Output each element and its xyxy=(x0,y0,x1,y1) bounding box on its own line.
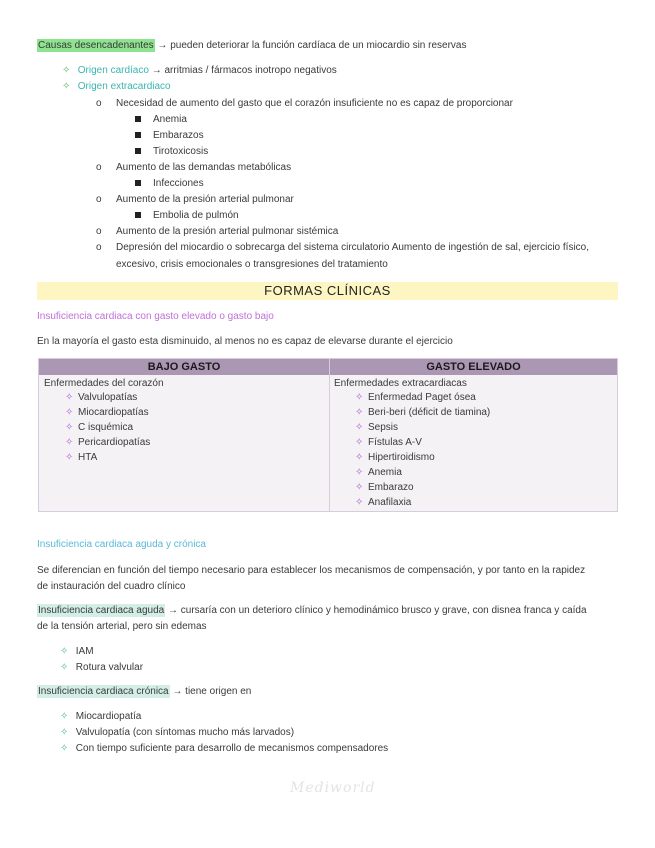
origin-cardiac-label: Origen cardíaco xyxy=(77,65,149,76)
table-cell: Hipertiroidismo xyxy=(368,452,435,463)
table-cell-title: Enfermedades extracardiacas xyxy=(334,378,467,389)
table-cell: Fístulas A-V xyxy=(368,437,422,448)
table-cell: HTA xyxy=(78,452,98,463)
origin-extracardiac xyxy=(62,80,171,94)
aguda-highlight: Insuficiencia cardiaca aguda xyxy=(38,605,165,616)
diamond-bullet-icon: ✧ xyxy=(60,646,69,657)
intro-text: pueden deteriorar la función cardíaca de un miocardio sin reservas xyxy=(167,40,467,51)
list-item xyxy=(60,726,294,740)
table-row xyxy=(65,391,137,405)
circle-bullet-icon: o xyxy=(96,162,102,173)
diamond-bullet-icon: ✧ xyxy=(355,482,364,493)
list-item xyxy=(60,661,143,675)
origin-cardiac-text: arritmias / fármacos inotropo negativos xyxy=(161,65,337,76)
diamond-bullet-icon: ✧ xyxy=(60,662,69,673)
diamond-bullet-icon: ✧ xyxy=(60,727,69,738)
table-cell: Anafilaxia xyxy=(368,497,412,508)
list-item-text: Tirotoxicosis xyxy=(153,146,209,157)
list-item xyxy=(96,225,338,239)
cronica-line xyxy=(37,685,251,699)
list-item-text: Aumento de la presión arterial pulmonar sistémica xyxy=(116,226,339,237)
list-item xyxy=(135,129,204,143)
diamond-bullet-icon: ✧ xyxy=(62,65,71,76)
list-item-text: Necesidad de aumento del gasto que el corazón insuficiente no es capaz de proporcionar xyxy=(116,98,513,109)
list-item-text: IAM xyxy=(75,646,94,657)
aguda-line xyxy=(37,604,587,618)
list-item-text: Con tiempo suficiente para desarrollo de mecanismos compensadores xyxy=(75,743,389,754)
list-item-text: Infecciones xyxy=(153,178,204,189)
circle-bullet-icon: o xyxy=(96,226,102,237)
diamond-bullet-icon: ✧ xyxy=(60,743,69,754)
list-item-text: Anemia xyxy=(153,114,187,125)
diamond-bullet-icon: ✧ xyxy=(60,711,69,722)
table-row xyxy=(355,406,490,420)
table-cell: Enfermedad Paget ósea xyxy=(368,392,476,403)
diamond-bullet-icon: ✧ xyxy=(355,437,364,448)
section-banner: FORMAS CLÍNICAS xyxy=(37,282,618,300)
list-item-continuation xyxy=(116,258,388,272)
section-text: de instauración del cuadro clínico xyxy=(37,581,186,592)
section-text: Se diferencian en función del tiempo necesario para establecer los mecanismos de compensación, y por tanto en la rapidez xyxy=(37,565,586,576)
diamond-bullet-icon: ✧ xyxy=(355,497,364,508)
diamond-bullet-icon: ✧ xyxy=(355,422,364,433)
diamond-bullet-icon: ✧ xyxy=(355,452,364,463)
section-title: Insuficiencia cardiaca con gasto elevado o gasto bajo xyxy=(37,311,274,322)
list-item xyxy=(135,209,239,223)
list-item xyxy=(96,161,291,175)
list-item xyxy=(96,97,513,111)
table-row xyxy=(65,436,150,450)
list-item xyxy=(135,145,208,159)
table-cell: C isquémica xyxy=(78,422,134,433)
list-item-text: Embolia de pulmón xyxy=(153,210,239,221)
table-cell: Sepsis xyxy=(368,422,399,433)
diamond-bullet-icon: ✧ xyxy=(62,81,71,92)
table-cell: Anemia xyxy=(368,467,402,478)
table-cell: Valvulopatías xyxy=(78,392,138,403)
list-item-text: Rotura valvular xyxy=(75,662,144,673)
table-row xyxy=(355,436,422,450)
table-row xyxy=(355,421,398,435)
square-bullet-icon xyxy=(135,180,141,186)
table-row xyxy=(355,481,414,495)
list-item-text: Miocardiopatía xyxy=(75,711,142,722)
clinical-forms-table xyxy=(38,358,618,512)
diamond-bullet-icon: ✧ xyxy=(65,437,74,448)
intro-line xyxy=(37,39,466,53)
list-item-text: Valvulopatía (con síntomas mucho más larvados) xyxy=(75,727,295,738)
list-item xyxy=(60,710,141,724)
aguda-text-2: de la tensión arterial, pero sin edemas xyxy=(37,621,207,632)
arrow-icon: → xyxy=(167,605,178,616)
table-row xyxy=(355,451,435,465)
arrow-icon: → xyxy=(172,686,183,697)
diamond-bullet-icon: ✧ xyxy=(355,467,364,478)
table-row xyxy=(65,406,149,420)
watermark: Mediworld xyxy=(290,780,376,796)
cronica-text: tiene origen en xyxy=(182,686,252,697)
diamond-bullet-icon: ✧ xyxy=(65,407,74,418)
table-header xyxy=(39,359,617,375)
table-cell-title: Enfermedades del corazón xyxy=(44,378,164,389)
table-row xyxy=(355,466,402,480)
table-row xyxy=(65,421,133,435)
diamond-bullet-icon: ✧ xyxy=(65,392,74,403)
diamond-bullet-icon: ✧ xyxy=(355,407,364,418)
circle-bullet-icon: o xyxy=(96,98,102,109)
table-body xyxy=(39,375,617,511)
aguda-text: cursaría con un deterioro clínico y hemodinámico brusco y grave, con disnea franca y caída xyxy=(177,605,587,616)
table-row xyxy=(355,496,411,510)
table-cell: Pericardiopatías xyxy=(78,437,151,448)
square-bullet-icon xyxy=(135,116,141,122)
square-bullet-icon xyxy=(135,132,141,138)
list-item-text: Aumento de la presión arterial pulmonar xyxy=(116,194,294,205)
list-item xyxy=(60,645,94,659)
cronica-highlight: Insuficiencia cardiaca crónica xyxy=(38,686,169,697)
list-item-text: Depresión del miocardio o sobrecarga del sistema circulatorio Aumento de ingestión de sal, ejercicio físico, xyxy=(116,242,590,253)
square-bullet-icon xyxy=(135,212,141,218)
origin-extracardiac-label: Origen extracardiaco xyxy=(77,81,171,92)
table-cell: Miocardiopatías xyxy=(78,407,149,418)
list-item-text: Embarazos xyxy=(153,130,204,141)
section-title: Insuficiencia cardiaca aguda y crónica xyxy=(37,539,206,550)
diamond-bullet-icon: ✧ xyxy=(65,452,74,463)
intro-highlight: Causas desencadenantes xyxy=(38,40,154,51)
table-cell: Embarazo xyxy=(368,482,414,493)
arrow-icon: → xyxy=(157,40,168,51)
table-header-cell: BAJO GASTO xyxy=(147,361,221,373)
table-header-cell: GASTO ELEVADO xyxy=(426,361,521,373)
table-row xyxy=(65,451,97,465)
circle-bullet-icon: o xyxy=(96,242,102,253)
list-item-text: excesivo, crisis emocionales o transgresiones del tratamiento xyxy=(116,259,388,270)
list-item xyxy=(96,241,589,255)
list-item-text: Aumento de las demandas metabólicas xyxy=(116,162,292,173)
list-item xyxy=(135,177,204,191)
origin-cardiac xyxy=(62,64,337,78)
table-cell: Beri-beri (déficit de tiamina) xyxy=(368,407,491,418)
list-item xyxy=(60,742,388,756)
diamond-bullet-icon: ✧ xyxy=(355,392,364,403)
arrow-icon: → xyxy=(151,65,162,76)
table-divider xyxy=(329,359,330,511)
diamond-bullet-icon: ✧ xyxy=(65,422,74,433)
circle-bullet-icon: o xyxy=(96,194,102,205)
square-bullet-icon xyxy=(135,148,141,154)
table-row xyxy=(355,391,476,405)
list-item xyxy=(135,113,187,127)
section-text: En la mayoría el gasto esta disminuido, al menos no es capaz de elevarse durante el ejercicio xyxy=(37,336,453,347)
list-item xyxy=(96,193,294,207)
